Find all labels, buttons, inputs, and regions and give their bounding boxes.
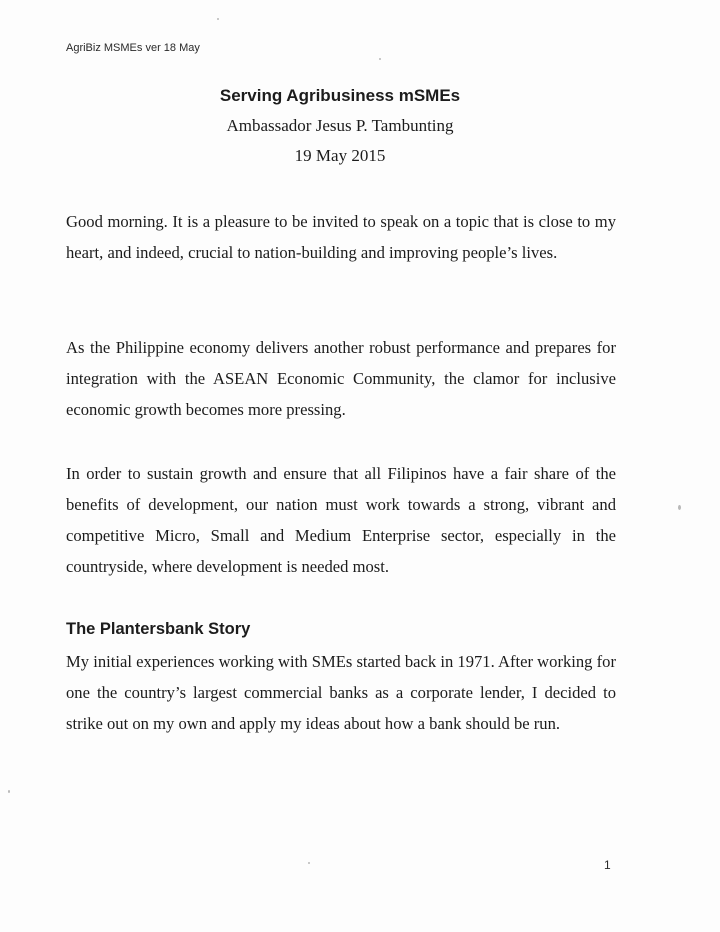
section-heading: The Plantersbank Story	[66, 620, 251, 638]
version-note: AgriBiz MSMEs ver 18 May	[66, 42, 200, 54]
page-number: 1	[604, 858, 611, 872]
scan-speck	[8, 790, 10, 793]
document-title: Serving Agribusiness mSMEs	[219, 86, 461, 105]
title-block	[0, 86, 680, 166]
scan-speck	[379, 58, 381, 60]
scan-speck	[678, 505, 681, 510]
scan-speck	[217, 18, 219, 20]
document-author: Ambassador Jesus P. Tambunting	[226, 116, 454, 135]
paragraph-plantersbank: My initial experiences working with SMEs started back in 1971. After working for one the country’s largest commercial banks as a corporate lender, I decided to strike out on my own and apply my ideas about how a bank should be run.	[66, 652, 616, 733]
scan-speck	[308, 862, 310, 864]
paragraph-greeting: Good morning. It is a pleasure to be invited to speak on a topic that is close to my heart, and indeed, crucial to nation-building and improving people’s lives.	[66, 212, 616, 262]
paragraph-growth: In order to sustain growth and ensure that all Filipinos have a fair share of the benefits of development, our nation must work towards a strong, vibrant and competitive Micro, Small and Medium Enterprise sector, especially in the countryside, where development is needed most.	[66, 464, 616, 576]
document-date: 19 May 2015	[294, 146, 386, 165]
paragraph-economy: As the Philippine economy delivers another robust performance and prepares for integration with the ASEAN Economic Community, the clamor for inclusive economic growth becomes more pressing.	[66, 338, 616, 419]
